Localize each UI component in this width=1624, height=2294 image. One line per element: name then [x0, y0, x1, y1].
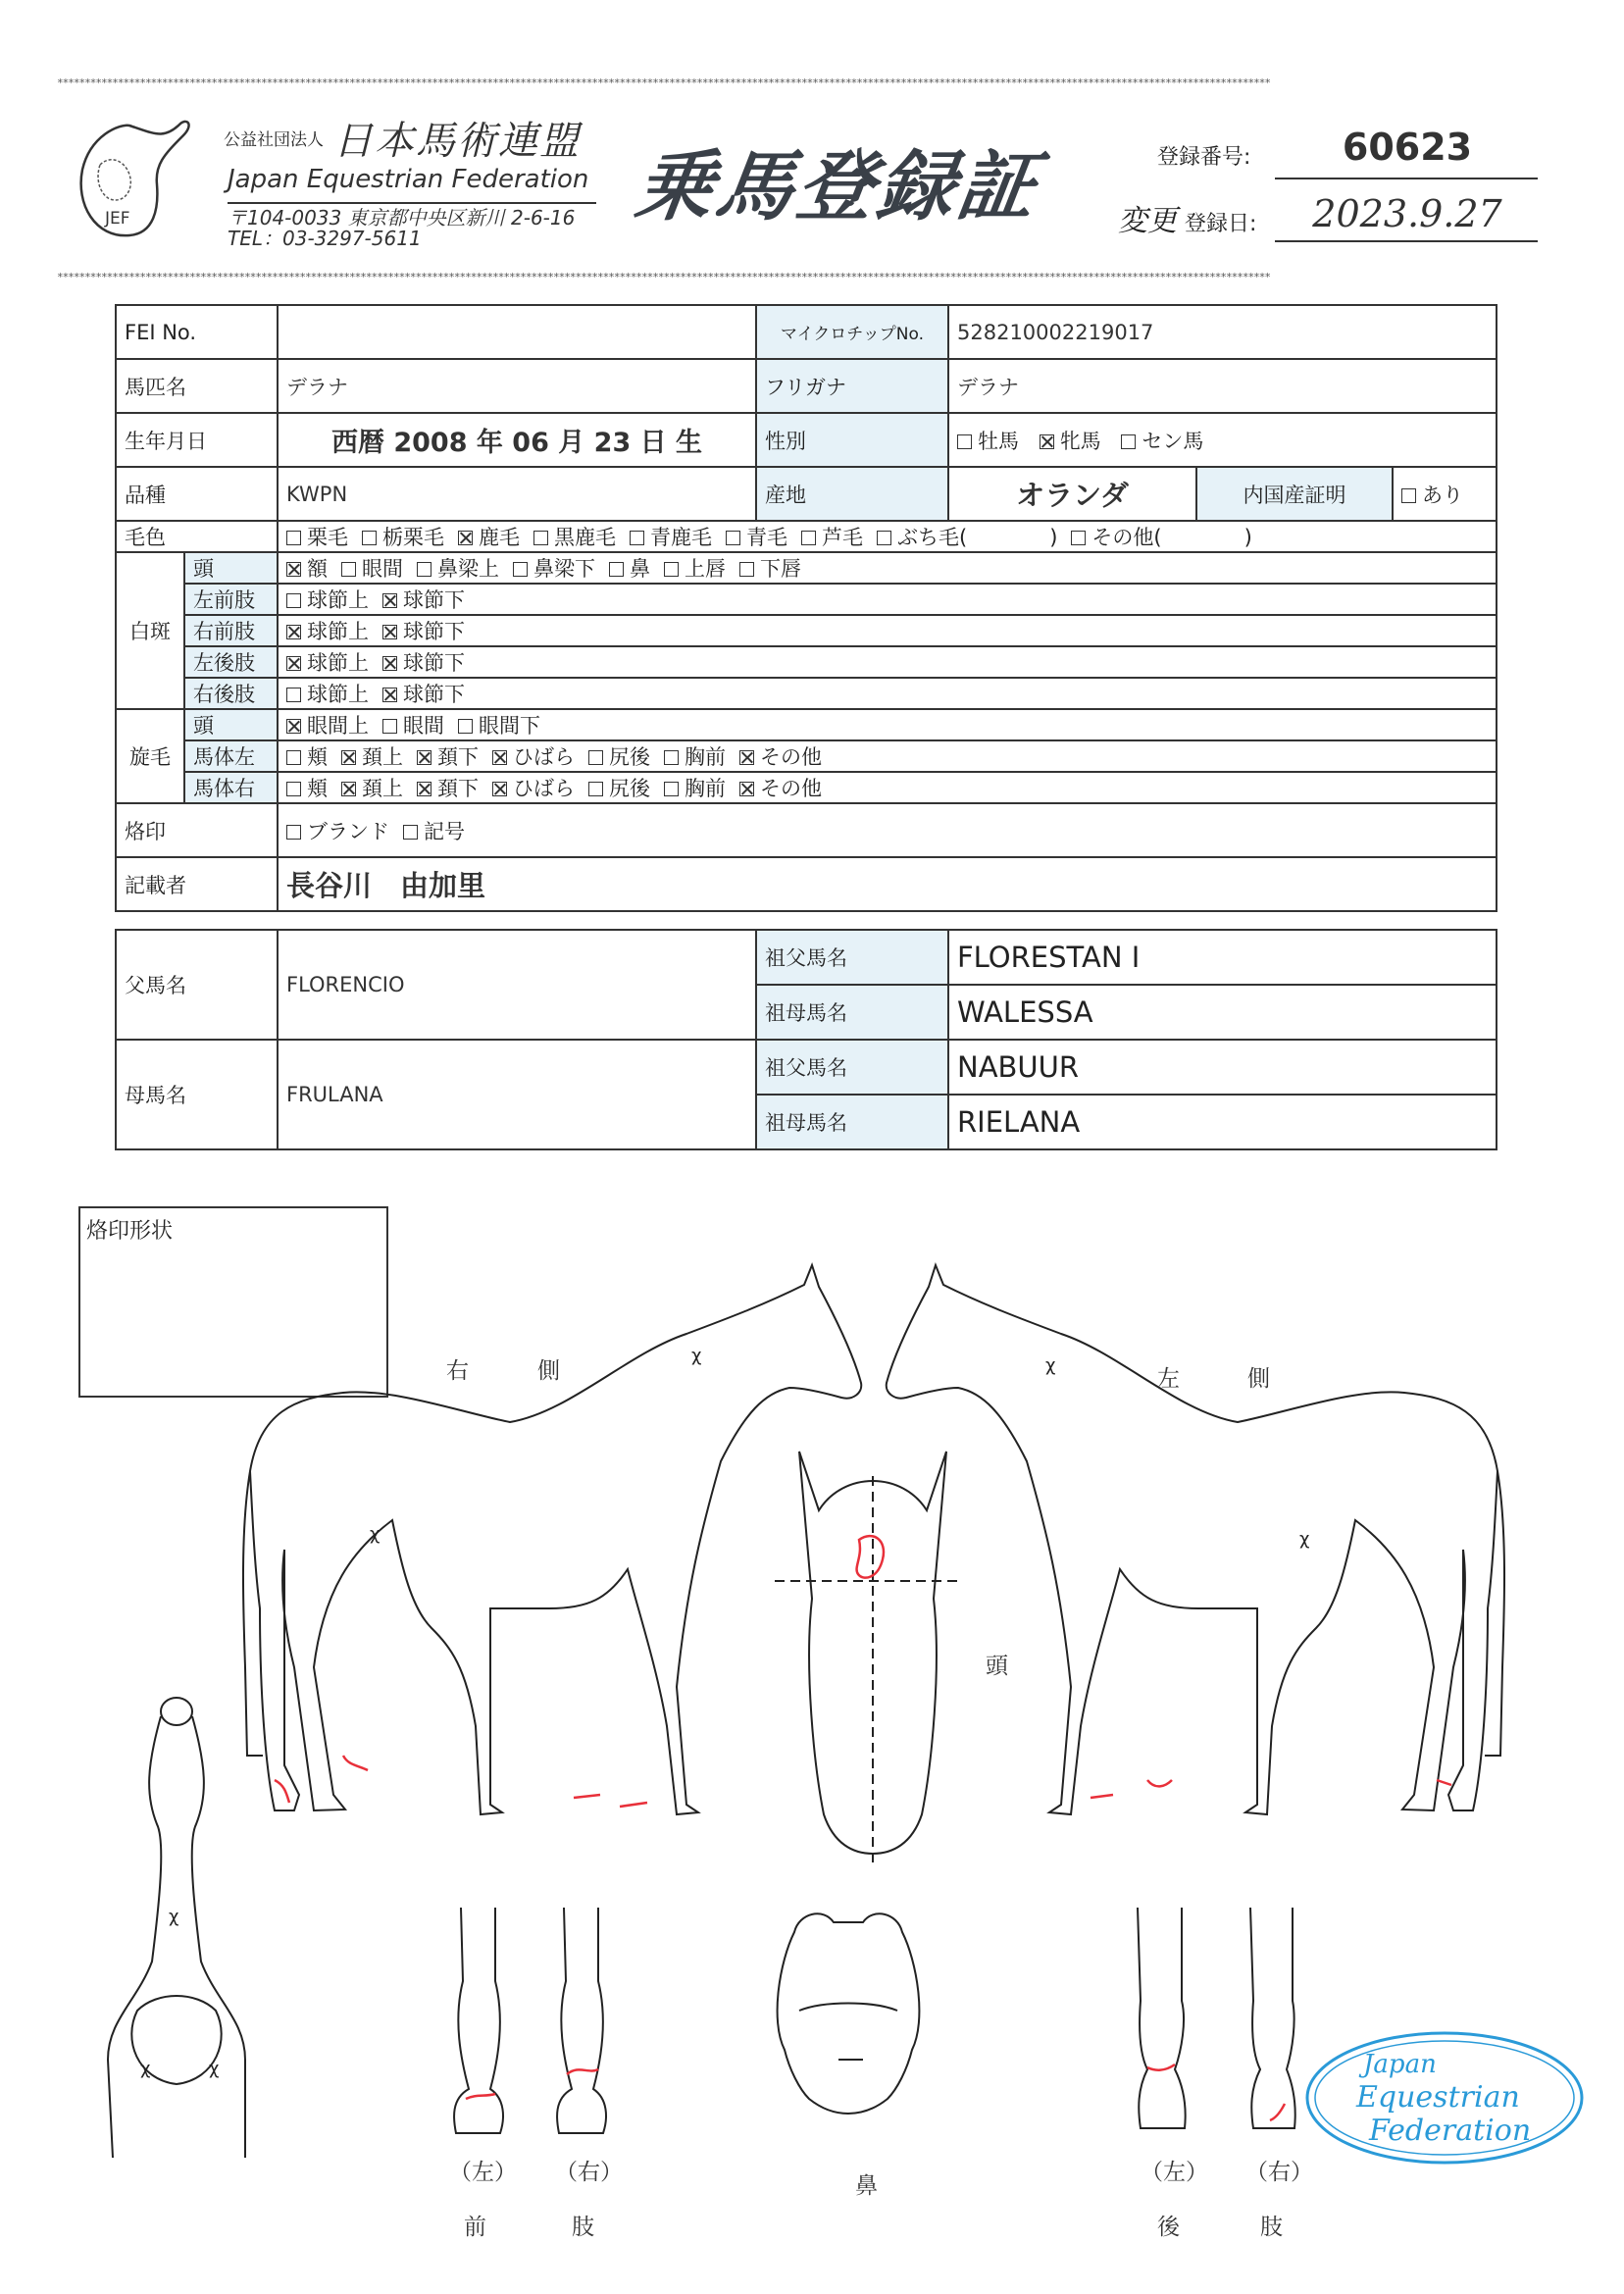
checkbox-checked[interactable]: [341, 782, 356, 796]
checkbox-option[interactable]: [739, 553, 801, 583]
checkbox[interactable]: [726, 531, 740, 545]
checkbox-option[interactable]: [341, 741, 403, 771]
checkbox-option[interactable]: [664, 773, 726, 802]
option-label: 球節上: [307, 651, 369, 675]
white-head-options: [278, 552, 1497, 584]
option-label: 尻後: [609, 745, 650, 769]
part-label: 馬体左: [184, 740, 278, 772]
svg-text:χ: χ: [1045, 1355, 1056, 1376]
checkbox-option[interactable]: [382, 616, 465, 645]
registration-date-underline: [1275, 240, 1538, 242]
option-label: 眼間下: [479, 714, 540, 738]
horse-name-value: デラナ: [278, 359, 756, 413]
checkbox-option[interactable]: [877, 522, 1057, 551]
checkbox-option[interactable]: [403, 816, 465, 845]
fore-label-2: 肢: [572, 2215, 594, 2240]
checkbox-option[interactable]: [417, 553, 499, 583]
option-label: 鼻梁下: [533, 557, 595, 581]
white-right-hind-options: [278, 678, 1497, 709]
option-label: 頚下: [437, 777, 479, 800]
org-prefix: 公益社団法人: [224, 130, 324, 150]
option-label: 頬: [307, 745, 328, 769]
furigana-value: デラナ: [948, 359, 1497, 413]
checkbox-option[interactable]: [362, 522, 444, 551]
checkbox-option[interactable]: [286, 741, 328, 771]
option-label: ひばら: [513, 777, 575, 800]
checkbox[interactable]: [1121, 434, 1136, 449]
checkbox[interactable]: [286, 688, 301, 702]
checkbox-option[interactable]: [492, 741, 575, 771]
origin-label: 産地: [756, 467, 948, 521]
checkbox[interactable]: [286, 593, 301, 608]
registration-number-underline: [1275, 178, 1538, 179]
checkbox-checked[interactable]: [739, 782, 754, 796]
option-label: 下唇: [760, 557, 801, 581]
checkbox-option[interactable]: [533, 522, 616, 551]
dam-name: FRULANA: [278, 1040, 756, 1149]
hind-left-label: （左）: [1141, 2160, 1208, 2185]
horse-head-front-outline: [775, 1452, 961, 1863]
option-label: 頚上: [362, 777, 403, 800]
whorl-marks: [140, 1346, 1309, 2079]
option-label: セン馬: [1142, 429, 1204, 453]
breed-label: 品種: [116, 467, 278, 521]
checkbox[interactable]: [664, 562, 679, 577]
checkbox-option[interactable]: [382, 585, 465, 614]
horse-left-side-outline: [887, 1265, 1504, 1814]
jef-logo-icon: [71, 116, 198, 243]
part-label: 頭: [184, 552, 278, 584]
address-line: 〒104-0033 東京都中央区新川 2-6-16: [228, 206, 576, 229]
option-label: 頚下: [437, 745, 479, 769]
checkbox-option[interactable]: [1071, 522, 1251, 551]
registration-date-label: 登録日:: [1185, 212, 1257, 236]
checkbox-option[interactable]: [382, 679, 465, 708]
checkbox-option[interactable]: [458, 710, 540, 739]
head-label: 頭: [986, 1654, 1008, 1679]
checkbox[interactable]: [362, 531, 377, 545]
decorative-star-border-top: ****************************************************************************************************************************************************************************************************************************: [57, 76, 1270, 89]
sex-option-stallion[interactable]: [957, 426, 1019, 455]
row-birth: [116, 413, 1497, 467]
fore-legs-front-view: [454, 1908, 606, 2133]
row-coat: [116, 521, 1497, 552]
logo-text: JEF: [105, 209, 130, 229]
checkbox-option[interactable]: [341, 553, 403, 583]
part-label: 馬体右: [184, 772, 278, 803]
option-label: 眼間上: [307, 714, 369, 738]
svg-text:χ: χ: [209, 2059, 220, 2079]
checkbox[interactable]: [286, 531, 301, 545]
microchip-value: 528210002219017: [948, 305, 1497, 359]
right-side-label-1: 右: [446, 1358, 469, 1384]
option-label: 牝馬: [1059, 429, 1101, 453]
row-name: [116, 359, 1497, 413]
checkbox-option[interactable]: [382, 647, 465, 677]
checkbox-option[interactable]: [417, 773, 479, 802]
option-label: ぶち毛( ): [897, 526, 1058, 549]
breed-value: KWPN: [278, 467, 756, 521]
option-label: ひばら: [513, 745, 575, 769]
dam-granddam-name: RIELANA: [948, 1095, 1497, 1149]
checkbox[interactable]: [664, 782, 679, 796]
checkbox-option[interactable]: [286, 679, 369, 708]
fore-label-1: 前: [464, 2215, 486, 2240]
checkbox-checked[interactable]: [417, 782, 431, 796]
right-side-label-2: 側: [537, 1358, 560, 1384]
checkbox-option[interactable]: [513, 553, 595, 583]
checkbox-option[interactable]: [286, 647, 369, 677]
option-label: その他( ): [1091, 526, 1252, 549]
checkbox-checked[interactable]: [382, 688, 397, 702]
option-label: 牡馬: [978, 429, 1019, 453]
horse-nose-view-outline: [778, 1913, 920, 2114]
svg-text:χ: χ: [691, 1346, 702, 1366]
option-label: ブランド: [307, 819, 389, 843]
dam-label: 母馬名: [116, 1040, 278, 1149]
checkbox[interactable]: [403, 825, 418, 840]
checkbox-checked[interactable]: [492, 782, 507, 796]
option-label: 球節上: [307, 683, 369, 706]
decorative-star-border-bottom: ****************************************************************************************************************************************************************************************************************************: [57, 271, 1270, 283]
birthdate-label: 生年月日: [116, 413, 278, 467]
checkbox[interactable]: [739, 562, 754, 577]
option-label: 記号: [424, 819, 465, 843]
coat-options: [278, 521, 1497, 552]
sex-label: 性別: [756, 413, 948, 467]
document-title: 乗馬登録証: [630, 143, 1045, 231]
option-label: 上唇: [685, 557, 726, 581]
sire-grandsire-label: 祖父馬名: [756, 930, 948, 985]
coat-label: 毛色: [116, 521, 278, 552]
recorder-name: 長谷川 由加里: [278, 857, 1497, 911]
markings-table: [115, 520, 1497, 912]
horse-rear-view-outline: [108, 1698, 245, 2158]
fore-right-label: （右）: [555, 2160, 623, 2185]
hind-right-label: （右）: [1245, 2160, 1313, 2185]
furigana-label: フリガナ: [756, 359, 948, 413]
org-address: [228, 208, 575, 249]
jef-stamp: [1302, 2028, 1587, 2167]
whorl-left-body-options: [278, 740, 1497, 772]
checkbox-option[interactable]: [286, 773, 328, 802]
checkbox[interactable]: [382, 719, 397, 734]
horse-name-label: 馬匹名: [116, 359, 278, 413]
checkbox-option[interactable]: [286, 616, 369, 645]
checkbox[interactable]: [286, 825, 301, 840]
option-label: 眼間: [403, 714, 444, 738]
checkbox-option[interactable]: [286, 522, 348, 551]
hind-label-2: 肢: [1260, 2215, 1283, 2240]
sire-label: 父馬名: [116, 930, 278, 1040]
checkbox[interactable]: [458, 719, 473, 734]
option-label: 栃栗毛: [382, 526, 444, 549]
stamp-line-3: Federation: [1369, 2114, 1532, 2148]
option-label: 球節上: [307, 620, 369, 643]
white-right-fore-options: [278, 615, 1497, 646]
whorl-right-body-options: [278, 772, 1497, 803]
sex-option-gelding[interactable]: [1121, 426, 1203, 455]
dam-grandsire-name: NABUUR: [948, 1040, 1497, 1095]
option-label: 球節下: [403, 651, 465, 675]
microchip-label: マイクロチップNo.: [756, 305, 948, 359]
registration-number-label: 登録番号:: [1157, 145, 1251, 170]
brand-label: 烙印: [116, 803, 278, 857]
row-breed: [116, 467, 1497, 521]
svg-text:χ: χ: [169, 1907, 179, 1927]
hind-label-1: 後: [1157, 2215, 1180, 2240]
checkbox-option[interactable]: [739, 741, 822, 771]
domestic-cert-label: 内国産証明: [1196, 467, 1393, 521]
stamp-line-2: Equestrian: [1356, 2080, 1520, 2115]
option-label: 黒鹿毛: [554, 526, 616, 549]
white-markings-label: 白斑: [116, 552, 184, 709]
option-label: 頬: [307, 777, 328, 800]
option-label: 球節下: [403, 620, 465, 643]
row-fei: [116, 305, 1497, 359]
whorl-head-options: [278, 709, 1497, 740]
stamp-line-1: Japan: [1363, 2050, 1437, 2079]
hind-legs-rear-view: [1138, 1908, 1295, 2128]
checkbox[interactable]: [801, 531, 816, 545]
org-name-ja: 日本馬術連盟: [333, 119, 581, 164]
checkbox-option[interactable]: [664, 741, 726, 771]
checkbox-option[interactable]: [286, 710, 369, 739]
horse-info-table: [115, 304, 1497, 522]
white-marking-annotations: [275, 1536, 1451, 2120]
left-side-label-2: 側: [1247, 1366, 1270, 1392]
left-side-label-1: 左: [1157, 1366, 1180, 1392]
checkbox[interactable]: [588, 782, 603, 796]
checkbox[interactable]: [630, 531, 644, 545]
sex-options: [948, 413, 1497, 467]
option-label: 鼻梁上: [437, 557, 499, 581]
option-label: 青鹿毛: [650, 526, 712, 549]
brand-shape-label: 烙印形状: [86, 1219, 174, 1244]
checkbox-checked[interactable]: [1040, 434, 1054, 449]
part-label: 頭: [184, 709, 278, 740]
nose-label: 鼻: [855, 2173, 878, 2199]
option-label: 栗毛: [307, 526, 348, 549]
checkbox-checked[interactable]: [382, 656, 397, 671]
checkbox-option[interactable]: [801, 522, 863, 551]
checkbox[interactable]: [609, 562, 624, 577]
checkbox[interactable]: [588, 750, 603, 765]
checkbox[interactable]: [957, 434, 972, 449]
dam-grandsire-label: 祖父馬名: [756, 1040, 948, 1095]
sire-granddam-name: WALESSA: [948, 985, 1497, 1040]
checkbox-option[interactable]: [739, 773, 822, 802]
svg-text:χ: χ: [140, 2059, 151, 2079]
checkbox-option[interactable]: [726, 522, 787, 551]
tel-line: TEL：03-3297-5611: [228, 227, 422, 250]
checkbox-checked[interactable]: [286, 625, 301, 639]
org-divider: [228, 202, 596, 204]
checkbox-option[interactable]: [286, 816, 389, 845]
option-label: その他: [760, 777, 822, 800]
brand-options: [278, 803, 1497, 857]
dam-granddam-label: 祖母馬名: [756, 1095, 948, 1149]
checkbox-option[interactable]: [382, 710, 444, 739]
checkbox[interactable]: [1401, 488, 1416, 503]
checkbox-checked[interactable]: [286, 656, 301, 671]
checkbox-checked[interactable]: [458, 531, 473, 545]
checkbox-option[interactable]: [588, 773, 650, 802]
checkbox-option[interactable]: [286, 553, 328, 583]
sex-option-mare[interactable]: [1040, 426, 1101, 455]
checkbox-option[interactable]: [341, 773, 403, 802]
checkbox[interactable]: [417, 562, 431, 577]
checkbox-option[interactable]: [492, 773, 575, 802]
checkbox-option[interactable]: [609, 553, 650, 583]
white-left-hind-options: [278, 646, 1497, 678]
recorder-label: 記載者: [116, 857, 278, 911]
sire-grandsire-name: FLORESTAN I: [948, 930, 1497, 985]
domestic-cert-option[interactable]: [1393, 467, 1497, 521]
checkbox-checked[interactable]: [417, 750, 431, 765]
change-handwritten-mark: 変更: [1118, 204, 1177, 238]
checkbox[interactable]: [664, 750, 679, 765]
part-label: 右前肢: [184, 615, 278, 646]
registration-number: 60623: [1342, 126, 1473, 169]
checkbox[interactable]: [533, 531, 548, 545]
option-label: 青毛: [746, 526, 787, 549]
checkbox[interactable]: [341, 562, 356, 577]
checkbox-checked[interactable]: [286, 719, 301, 734]
fei-no-label: FEI No.: [116, 305, 278, 359]
option-label: 胸前: [685, 777, 726, 800]
checkbox-option[interactable]: [630, 522, 712, 551]
checkbox-checked[interactable]: [739, 750, 754, 765]
part-label: 左後肢: [184, 646, 278, 678]
option-label: 鹿毛: [479, 526, 520, 549]
origin-value: オランダ: [948, 467, 1196, 521]
whorls-label: 旋毛: [116, 709, 184, 803]
option-label: 芦毛: [822, 526, 863, 549]
sire-name: FLORENCIO: [278, 930, 756, 1040]
checkbox[interactable]: [286, 750, 301, 765]
part-label: 左前肢: [184, 584, 278, 615]
option-label: あり: [1422, 483, 1463, 507]
checkbox-option[interactable]: [417, 741, 479, 771]
checkbox[interactable]: [877, 531, 891, 545]
option-label: その他: [760, 745, 822, 769]
option-label: 頚上: [362, 745, 403, 769]
option-label: 額: [307, 557, 328, 581]
checkbox-checked[interactable]: [492, 750, 507, 765]
white-left-fore-options: [278, 584, 1497, 615]
checkbox-option[interactable]: [588, 741, 650, 771]
option-label: 球節下: [403, 588, 465, 612]
fore-left-label: （左）: [449, 2160, 517, 2185]
option-label: 球節上: [307, 588, 369, 612]
checkbox[interactable]: [513, 562, 528, 577]
horse-right-side-outline: [243, 1265, 861, 1814]
svg-text:χ: χ: [370, 1524, 381, 1545]
checkbox-checked[interactable]: [382, 593, 397, 608]
checkbox-checked[interactable]: [382, 625, 397, 639]
checkbox[interactable]: [286, 782, 301, 796]
option-label: 球節下: [403, 683, 465, 706]
checkbox-option[interactable]: [286, 585, 369, 614]
checkbox-checked[interactable]: [286, 562, 301, 577]
checkbox-option[interactable]: [664, 553, 726, 583]
registration-date: 2023.9.27: [1312, 192, 1502, 235]
svg-text:χ: χ: [1299, 1529, 1310, 1550]
checkbox[interactable]: [1071, 531, 1086, 545]
option-label: 鼻: [630, 557, 650, 581]
birthdate-value: 西暦 2008 年 06 月 23 日 生: [278, 413, 756, 467]
pedigree-table: [115, 929, 1497, 1150]
option-label: 尻後: [609, 777, 650, 800]
checkbox-option[interactable]: [458, 522, 520, 551]
fei-no-value: [278, 305, 756, 359]
checkbox-checked[interactable]: [341, 750, 356, 765]
org-name-en: Japan Equestrian Federation: [228, 165, 589, 194]
option-label: 胸前: [685, 745, 726, 769]
part-label: 右後肢: [184, 678, 278, 709]
sire-granddam-label: 祖母馬名: [756, 985, 948, 1040]
option-label: 眼間: [362, 557, 403, 581]
